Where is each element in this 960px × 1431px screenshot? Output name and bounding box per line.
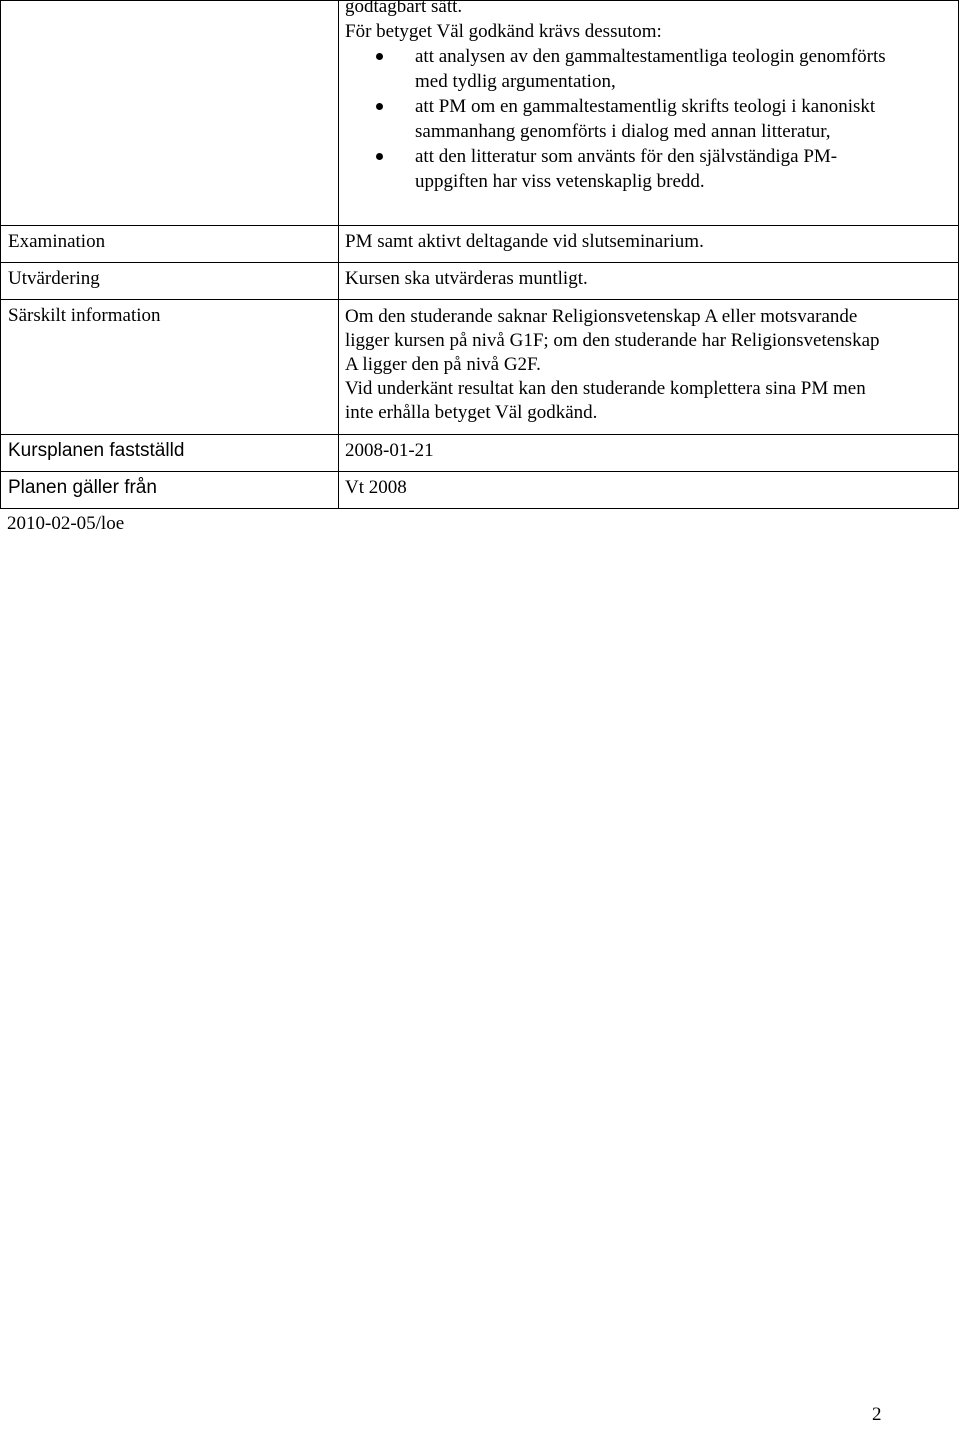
valid-from-label-cell <box>1 472 339 509</box>
established-label: Kursplanen fastställd <box>8 440 185 461</box>
evaluation-value-cell <box>339 263 959 300</box>
examination-value-cell <box>339 226 959 263</box>
grading-criteria-label-cell <box>1 1 339 226</box>
criteria-item: att den litteratur som använts för den självständiga PM- uppgiften har viss vetenskaplig bredd. <box>345 144 952 194</box>
grading-criteria-cell <box>339 1 959 226</box>
criteria-list <box>345 44 952 194</box>
special-info-line: Vid underkänt resultat kan den studerande komplettera sina PM men <box>345 378 866 399</box>
established-row <box>1 435 959 472</box>
course-plan-table <box>0 0 959 509</box>
established-label-cell <box>1 435 339 472</box>
criteria-continuation: godtagbart sätt. <box>345 0 463 17</box>
established-value-cell <box>339 435 959 472</box>
special-info-line: Om den studerande saknar Religionsvetenskap A eller motsvarande <box>345 306 858 327</box>
examination-label: Examination <box>8 231 106 252</box>
special-info-row <box>1 300 959 435</box>
grading-criteria-row <box>1 1 959 226</box>
examination-row <box>1 226 959 263</box>
special-info-line: ligger kursen på nivå G1F; om den studerande har Religionsvetenskap <box>345 330 880 351</box>
bullet-icon <box>376 103 383 110</box>
special-info-line: A ligger den på nivå G2F. <box>345 354 541 375</box>
special-info-label: Särskilt information <box>8 305 161 326</box>
valid-from-label: Planen gäller från <box>8 477 157 498</box>
criteria-intro: För betyget Väl godkänd krävs dessutom: <box>345 21 662 42</box>
established-value: 2008-01-21 <box>345 440 434 461</box>
special-info-label-cell <box>1 300 339 435</box>
special-info-value-cell <box>339 300 959 435</box>
evaluation-label: Utvärdering <box>8 268 100 289</box>
evaluation-label-cell <box>1 263 339 300</box>
examination-label-cell <box>1 226 339 263</box>
bullet-icon <box>376 53 383 60</box>
valid-from-value-cell <box>339 472 959 509</box>
evaluation-row <box>1 263 959 300</box>
revision-note: 2010-02-05/loe <box>7 513 125 534</box>
examination-value: PM samt aktivt deltagande vid slutseminarium. <box>345 231 704 252</box>
criteria-item: att PM om en gammaltestamentlig skrifts teologi i kanoniskt sammanhang genomförts i dialog med annan litteratur, <box>345 94 952 144</box>
special-info-line: inte erhålla betyget Väl godkänd. <box>345 402 598 423</box>
evaluation-value: Kursen ska utvärderas muntligt. <box>345 268 588 289</box>
page-number: 2 <box>872 1404 882 1425</box>
criteria-item: att analysen av den gammaltestamentliga teologin genomförts med tydlig argumentation, <box>345 44 952 94</box>
valid-from-row <box>1 472 959 509</box>
valid-from-value: Vt 2008 <box>345 477 407 498</box>
bullet-icon <box>376 153 383 160</box>
